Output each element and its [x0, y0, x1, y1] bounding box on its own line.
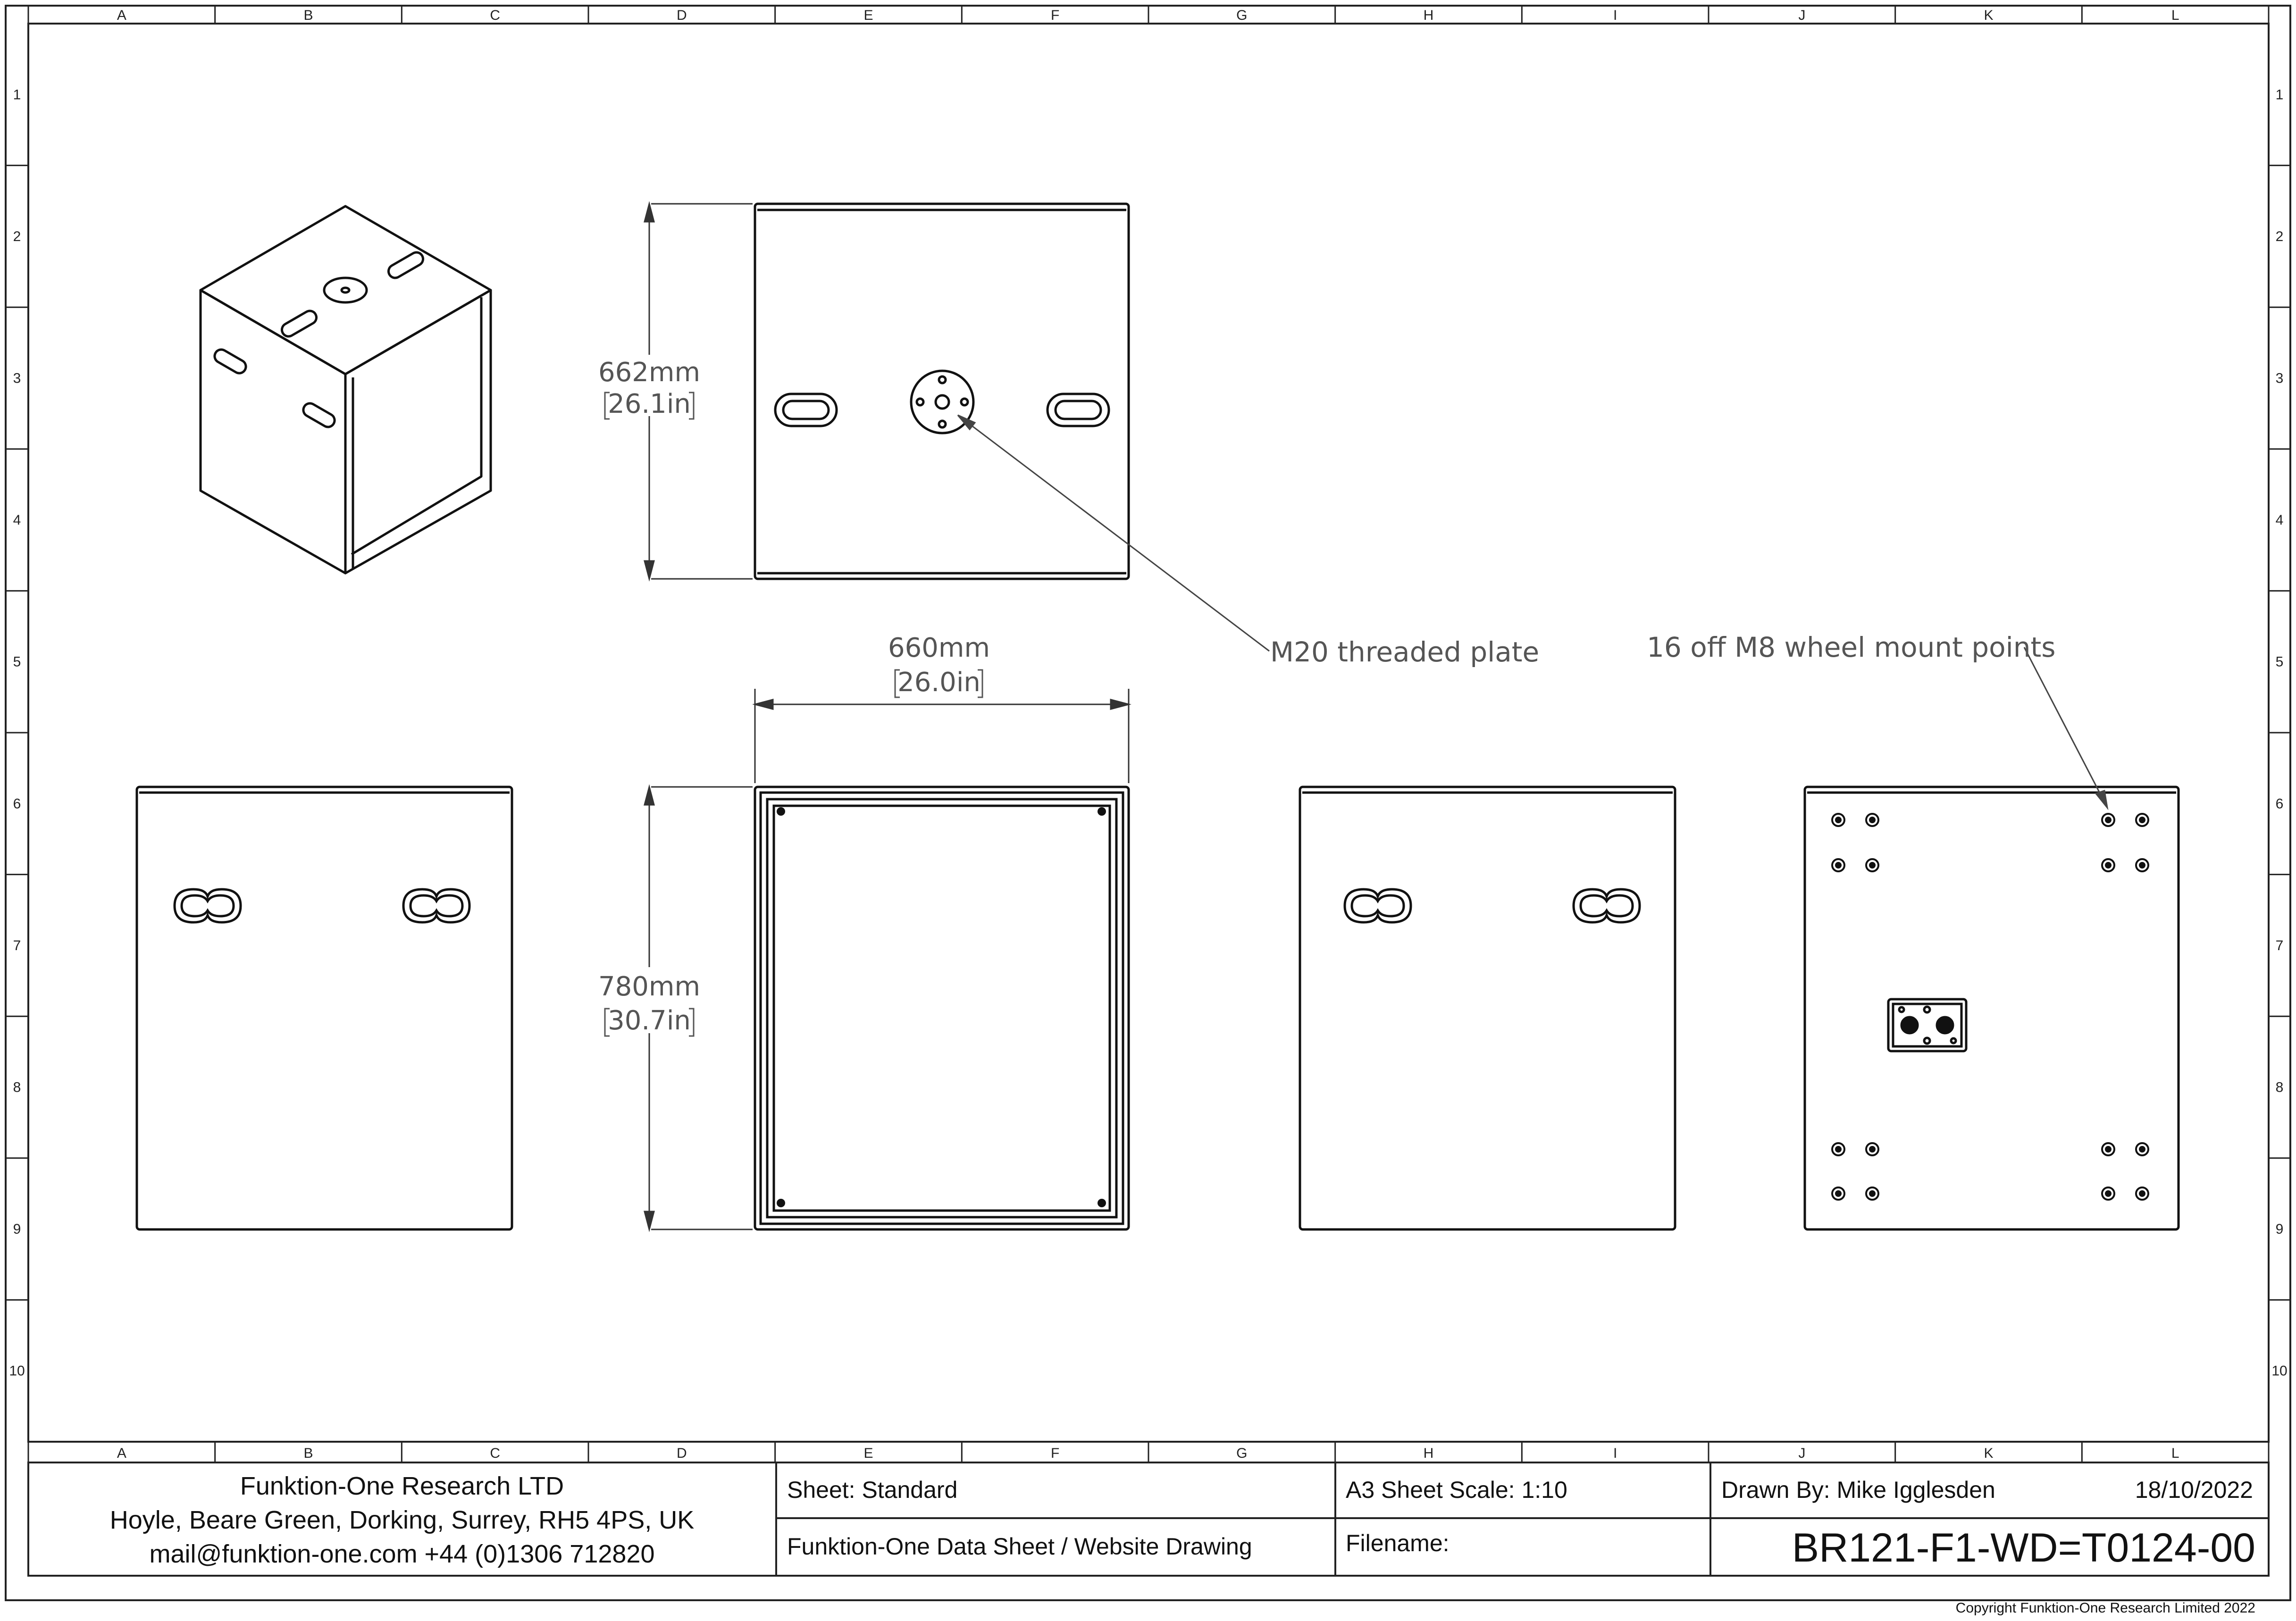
callout-threaded-plate: M20 threaded plate [1270, 636, 1540, 668]
grid-row-label-left: 6 [13, 796, 21, 812]
grid-row-label-left: 10 [9, 1363, 25, 1379]
height-front-inch: 30.7in [608, 1005, 691, 1036]
grid-row-label-right: 2 [2275, 228, 2284, 244]
iso-left-face [201, 290, 345, 573]
grid-row-label-right: 3 [2275, 370, 2284, 386]
company-address: Hoyle, Beare Green, Dorking, Surrey, RH5 4PS, UK [109, 1506, 695, 1534]
m20-threaded-plate [911, 371, 973, 433]
wheel-mount-point [1866, 859, 1878, 871]
iso-handle [386, 250, 425, 280]
callout-wheel-mounts: 16 off M8 wheel mount points [1647, 631, 2056, 663]
grid-col-label-top: G [1236, 8, 1248, 23]
wheel-mount-point [1832, 1143, 1844, 1155]
grid-ticks [6, 6, 2290, 1462]
grid-col-label-bottom: A [117, 1446, 126, 1461]
grid-col-label-top: H [1423, 8, 1434, 23]
iso-threaded-plate [324, 278, 367, 302]
grid-row-label-left: 3 [13, 370, 21, 386]
wheel-mount-point [2136, 859, 2148, 871]
top-view-outline [755, 204, 1129, 579]
copyright-notice: Copyright Funktion-One Research Limited 2022 [1955, 1600, 2255, 1616]
grid-col-label-bottom: D [676, 1446, 687, 1461]
width-front-mm: 660mm [888, 633, 990, 663]
wheel-mount-point [1866, 1187, 1878, 1200]
company-name: Funktion-One Research LTD [240, 1472, 564, 1500]
grid-row-label-right: 7 [2275, 937, 2284, 953]
dimension-lines [645, 204, 1129, 1229]
dimension-labels [598, 355, 990, 1036]
wheel-mount-point [1866, 1143, 1878, 1155]
sheet-border [6, 6, 2290, 1600]
grid-row-label-right: 10 [2271, 1363, 2288, 1379]
top-view [755, 204, 1129, 579]
grid-col-label-top: K [1984, 8, 1994, 23]
speakon-connector-plate [1888, 999, 1966, 1051]
rear-view [1805, 787, 2179, 1229]
wheel-mount-point [2102, 1143, 2114, 1155]
front-grille-screws [777, 807, 1106, 1207]
grid-row-label-right: 9 [2275, 1221, 2284, 1237]
side-right-handle [1574, 889, 1640, 922]
side-view-right [1300, 787, 1675, 1229]
grid-col-label-bottom: B [303, 1446, 313, 1461]
grid-col-label-top: J [1798, 8, 1806, 23]
drawing-description: Funktion-One Data Sheet / Website Drawing [787, 1533, 1252, 1560]
grid-col-label-bottom: C [490, 1446, 501, 1461]
height-front-mm: 780mm [598, 971, 700, 1002]
grid-col-label-top: A [117, 8, 126, 23]
wheel-mount-point [2136, 1187, 2148, 1200]
grid-col-label-bottom: L [2171, 1446, 2179, 1461]
side-view-left [137, 787, 512, 1229]
drawn-by: Drawn By: Mike Igglesden [1721, 1477, 1995, 1503]
wheel-mount-points [1832, 814, 2148, 1200]
height-top-inch: 26.1in [608, 389, 691, 419]
grid-row-label-right: 5 [2275, 654, 2284, 670]
sheet-scale: A3 Sheet Scale: 1:10 [1346, 1477, 1567, 1503]
grid-col-label-top: C [490, 8, 501, 23]
iso-right-face [345, 290, 491, 573]
wheel-mount-point [2102, 1187, 2114, 1200]
grid-row-label-left: 8 [13, 1079, 21, 1095]
wheel-mount-point [2102, 859, 2114, 871]
iso-handle [212, 347, 248, 376]
side-left-handle [403, 889, 469, 922]
grid-col-label-bottom: F [1051, 1446, 1060, 1461]
drawing-number: BR121-F1-WD=T0124-00 [1792, 1525, 2255, 1571]
wheel-mount-point [2136, 1143, 2148, 1155]
wheel-mount-point [2102, 814, 2114, 826]
top-handle-left [775, 394, 837, 426]
filename-label: Filename: [1346, 1530, 1450, 1556]
grid-row-label-left: 1 [13, 87, 21, 103]
height-top-mm: 662mm [598, 357, 700, 388]
grid-col-label-top: I [1613, 8, 1617, 23]
grid-row-label-left: 4 [13, 512, 21, 528]
grid-col-label-bottom: J [1798, 1446, 1806, 1461]
grid-col-label-top: E [863, 8, 873, 23]
grid-row-label-left: 9 [13, 1221, 21, 1237]
wheel-mount-point [1866, 814, 1878, 826]
grid-row-label-right: 4 [2275, 512, 2284, 528]
grid-col-label-bottom: G [1236, 1446, 1248, 1461]
grid-col-label-bottom: I [1613, 1446, 1617, 1461]
width-front-inch: 26.0in [897, 667, 980, 698]
grid-row-label-right: 8 [2275, 1079, 2284, 1095]
grid-col-label-top: D [676, 8, 687, 23]
wheel-mount-point [1832, 1187, 1844, 1200]
grid-col-label-top: F [1051, 8, 1060, 23]
grid-row-label-right: 6 [2275, 796, 2284, 812]
wheel-mount-point [1832, 859, 1844, 871]
company-contact: mail@funktion-one.com +44 (0)1306 712820 [149, 1540, 655, 1568]
grid-col-label-top: L [2171, 8, 2179, 23]
grid-labels [9, 8, 2287, 1461]
sheet-type: Sheet: Standard [787, 1477, 958, 1503]
wheel-mount-point [1832, 814, 1844, 826]
grid-col-label-bottom: E [863, 1446, 873, 1461]
grid-row-label-right: 1 [2275, 87, 2284, 103]
isometric-view [201, 206, 491, 573]
iso-handle [279, 309, 318, 339]
grid-row-label-left: 2 [13, 228, 21, 244]
side-right-handle [1345, 889, 1411, 922]
grid-row-label-left: 7 [13, 937, 21, 953]
front-view [755, 787, 1129, 1229]
callout-leaders [958, 415, 2107, 808]
grid-col-label-bottom: H [1423, 1446, 1434, 1461]
grid-col-label-bottom: K [1984, 1446, 1994, 1461]
grid-row-label-left: 5 [13, 654, 21, 670]
wheel-mount-point [2136, 814, 2148, 826]
grid-col-label-top: B [303, 8, 313, 23]
side-left-handle [175, 889, 241, 922]
drawing-date: 18/10/2022 [2135, 1477, 2253, 1503]
iso-handle [301, 401, 337, 429]
iso-top-face [201, 206, 491, 374]
top-handle-right [1047, 394, 1109, 426]
